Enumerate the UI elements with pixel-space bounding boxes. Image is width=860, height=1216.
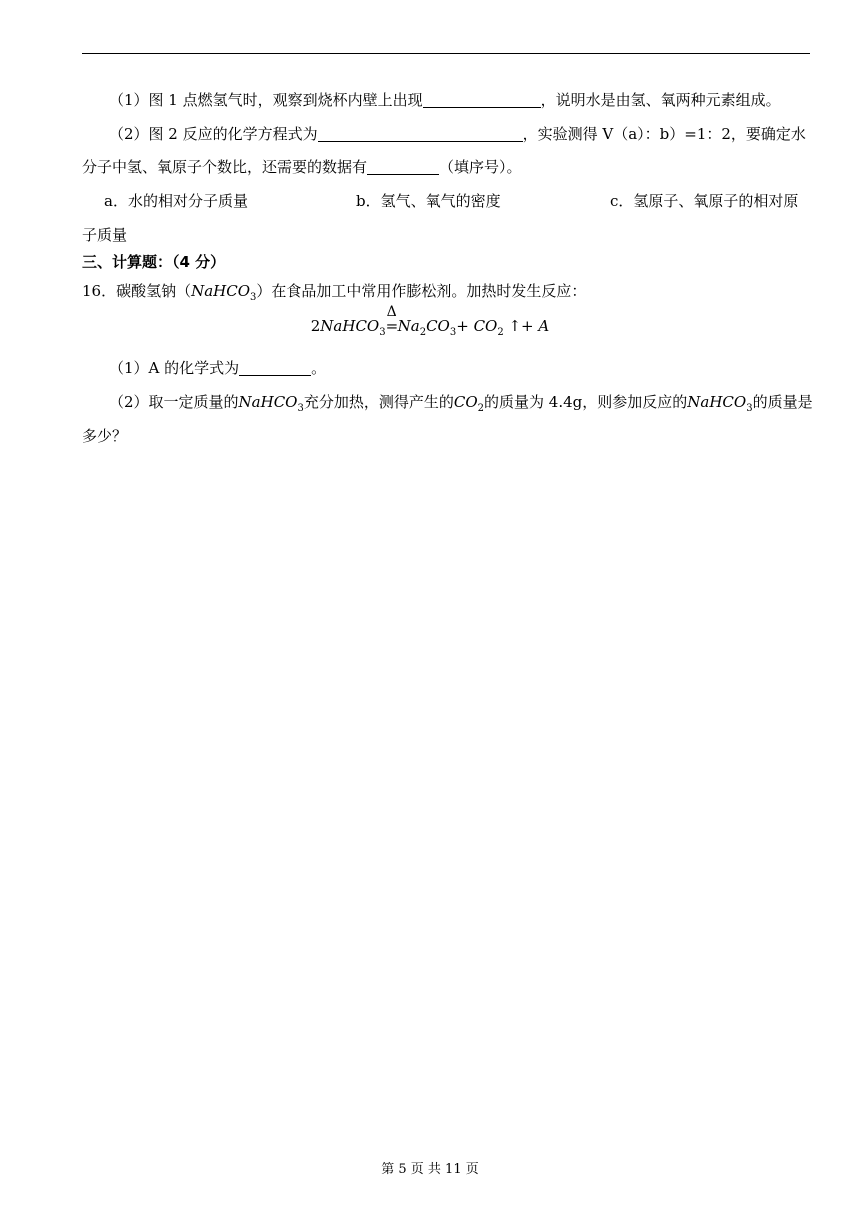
water-q2-text-d: （填序号）。 [439,158,522,176]
formula-nahco3: NaHCO$_3$ [687,393,753,414]
q16-sub1-text-a: （1）A 的化学式为 [109,359,240,377]
answer-blank[interactable] [239,359,311,376]
q16-sub2-text-c: 的质量为 4.4g，则参加反应的 [484,393,688,411]
option-c: c．氢原子、氧原子的相对原 [610,192,799,210]
equation-product-2: $CO_2$ [473,317,504,338]
formula-nahco3: NaHCO$_3$ [191,282,257,303]
equation-product-1: $Na_2CO_3$ [397,317,457,338]
answer-blank[interactable] [318,125,523,142]
water-question-2 [82,123,837,145]
water-q1-text-a: （1）图 1 点燃氢气时，观察到烧杯内壁上出现 [109,91,423,109]
reaction-equation [0,304,860,344]
option-c-continued: 子质量 [82,226,128,244]
equation-reactant: 2NaHCO$_3$ [310,317,386,338]
q16-sub2 [82,391,837,420]
q16-intro [82,280,810,309]
formula-co2: $CO_2$ [453,393,485,414]
water-question-1 [82,89,837,111]
q16-sub2-continued: 多少？ [82,427,128,445]
option-a: a．水的相对分子质量 [104,192,248,210]
water-question-2-cont [82,156,810,178]
section-heading: 三、计算题：（4 分） [82,253,226,271]
q16-sub1-text-b: 。 [311,359,327,377]
formula-nahco3: NaHCO$_3$ [238,393,304,414]
gas-arrow-plus: ↑+ [503,317,539,335]
answer-blank[interactable] [423,91,541,108]
header-rule [82,53,810,54]
q16-sub2-text-b: 充分加热，测得产生的 [303,393,454,411]
page-footer: 第 5 页 共 11 页 [381,1162,479,1177]
water-q1-text-b: ，说明水是由氢、氧两种元素组成。 [540,91,781,109]
q16-sub2-text-d: 的质量是 [752,393,813,411]
answer-blank[interactable] [367,158,439,175]
water-q2-text-c: 分子中氢、氧原子个数比，还需要的数据有 [82,158,368,176]
equation-plus: + [456,317,474,335]
q16-intro-text-b: ）在食品加工中常用作膨松剂。加热时发生反应： [256,282,587,300]
water-q2-text-b: ，实验测得 V（a）：b）=1：2，要确定水 [522,125,806,143]
q16-intro-text-a: 16．碳酸氢钠（ [82,282,192,300]
water-q2-text-a: （2）图 2 反应的化学方程式为 [109,125,318,143]
heat-condition: Δ = [386,315,398,337]
q16-sub1 [82,357,837,379]
equation-product-3: A [538,317,550,335]
option-b: b．氢气、氧气的密度 [356,192,501,210]
q16-sub2-text-a: （2）取一定质量的 [109,393,239,411]
delta-symbol: Δ [386,304,397,320]
